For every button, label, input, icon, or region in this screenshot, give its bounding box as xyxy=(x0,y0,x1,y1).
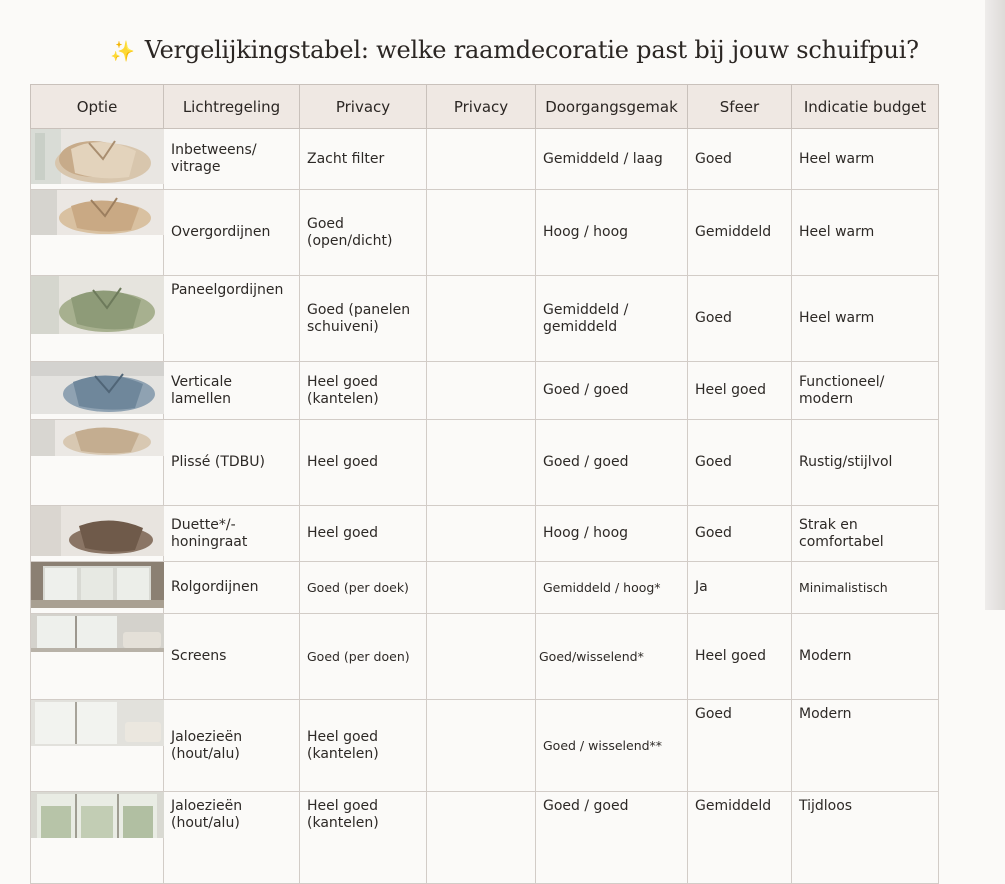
thumbnail-cell xyxy=(31,506,164,562)
table-row xyxy=(31,276,939,362)
window-image xyxy=(31,792,164,883)
cell-doorgangsgemak: Gemiddeld xyxy=(688,792,792,884)
cell-privacy-2: Goed/wisselend* xyxy=(536,614,688,700)
table-row xyxy=(31,700,939,792)
cell-privacy-1 xyxy=(427,562,536,614)
header-optie: Optie xyxy=(31,85,164,129)
thumbnail-cell xyxy=(31,420,164,506)
table-row xyxy=(31,506,939,562)
header-privacy-1: Privacy xyxy=(300,85,427,129)
cell-privacy-1 xyxy=(427,700,536,792)
cell-privacy-2: Hoog / hoog xyxy=(536,506,688,562)
fabric-swatch-image xyxy=(31,420,164,505)
fabric-swatch-image xyxy=(31,362,164,419)
thumbnail-cell xyxy=(31,614,164,700)
thumbnail-cell xyxy=(31,190,164,276)
cell-privacy-2: Goed / wisselend** xyxy=(536,700,688,792)
page-edge xyxy=(985,0,1005,610)
cell-doorgangsgemak: Heel goed xyxy=(688,614,792,700)
cell-privacy-2: Hoog / hoog xyxy=(536,190,688,276)
cell-lichtregeling: Goed (panelen schuiveni) xyxy=(300,276,427,362)
table-row xyxy=(31,190,939,276)
table-row xyxy=(31,129,939,190)
fabric-swatch-image xyxy=(31,506,164,561)
cell-privacy-2: Goed / goed xyxy=(536,420,688,506)
cell-privacy-2: Goed / goed xyxy=(536,792,688,884)
cell-sfeer: Modern xyxy=(792,614,939,700)
cell-lichtregeling: Heel goed (kantelen) xyxy=(300,362,427,420)
cell-privacy-1 xyxy=(427,792,536,884)
cell-lichtregeling: Heel goed (kantelen) xyxy=(300,700,427,792)
cell-privacy-1 xyxy=(427,362,536,420)
table-row xyxy=(31,614,939,700)
header-privacy-2: Privacy xyxy=(427,85,536,129)
fabric-swatch-image xyxy=(31,129,164,189)
cell-sfeer: Minimalistisch xyxy=(792,562,939,614)
cell-doorgangsgemak: Goed xyxy=(688,276,792,362)
cell-optie: Jaloezieën (hout/alu) xyxy=(164,792,300,884)
cell-sfeer: Heel warm xyxy=(792,190,939,276)
thumbnail-cell xyxy=(31,700,164,792)
cell-doorgangsgemak: Heel goed xyxy=(688,362,792,420)
header-row xyxy=(31,85,939,129)
cell-optie: Verticale lamellen xyxy=(164,362,300,420)
cell-optie: Jaloezieën (hout/alu) xyxy=(164,700,300,792)
thumbnail-cell xyxy=(31,276,164,362)
comparison-table xyxy=(30,84,939,884)
cell-optie: Paneelgordijnen xyxy=(164,276,300,362)
header-doorgangsgemak: Doorgangsgemak xyxy=(536,85,688,129)
thumbnail-cell xyxy=(31,129,164,190)
cell-lichtregeling: Goed (per doek) xyxy=(300,562,427,614)
cell-privacy-1 xyxy=(427,129,536,190)
cell-privacy-1 xyxy=(427,190,536,276)
fabric-swatch-image xyxy=(31,276,164,361)
cell-doorgangsgemak: Gemiddeld xyxy=(688,190,792,276)
cell-optie: Screens xyxy=(164,614,300,700)
header-budget: Indicatie budget xyxy=(792,85,939,129)
cell-sfeer: Heel warm xyxy=(792,129,939,190)
cell-sfeer: Modern xyxy=(792,700,939,792)
cell-privacy-1 xyxy=(427,276,536,362)
cell-doorgangsgemak: Goed xyxy=(688,700,792,792)
window-image xyxy=(31,614,164,699)
cell-doorgangsgemak: Goed xyxy=(688,506,792,562)
title-text: Vergelijkingstabel: welke raamdecoratie past bij jouw schuifpui? xyxy=(144,36,919,64)
cell-privacy-2: Gemiddeld / hoog* xyxy=(536,562,688,614)
cell-sfeer: Rustig/stijlvol xyxy=(792,420,939,506)
cell-sfeer: Functioneel/ modern xyxy=(792,362,939,420)
cell-sfeer: Strak en comfortabel xyxy=(792,506,939,562)
header-sfeer: Sfeer xyxy=(688,85,792,129)
cell-privacy-1 xyxy=(427,614,536,700)
cell-privacy-1 xyxy=(427,420,536,506)
cell-lichtregeling: Goed (open/dicht) xyxy=(300,190,427,276)
cell-optie: Plissé (TDBU) xyxy=(164,420,300,506)
cell-lichtregeling: Goed (per doen) xyxy=(300,614,427,700)
cell-privacy-1 xyxy=(427,506,536,562)
table-row xyxy=(31,420,939,506)
table-row xyxy=(31,562,939,614)
window-image xyxy=(31,562,164,613)
fabric-swatch-image xyxy=(31,190,164,275)
cell-doorgangsgemak: Goed xyxy=(688,420,792,506)
table-row xyxy=(31,792,939,884)
cell-sfeer: Tijdloos xyxy=(792,792,939,884)
cell-lichtregeling: Heel goed xyxy=(300,420,427,506)
cell-optie: Overgordijnen xyxy=(164,190,300,276)
page-title xyxy=(110,36,919,64)
cell-lichtregeling: Heel goed (kantelen) xyxy=(300,792,427,884)
cell-privacy-2: Gemiddeld / gemiddeld xyxy=(536,276,688,362)
thumbnail-cell xyxy=(31,562,164,614)
cell-optie: Duette*/- honingraat xyxy=(164,506,300,562)
cell-optie: Rolgordijnen xyxy=(164,562,300,614)
cell-doorgangsgemak: Goed xyxy=(688,129,792,190)
table-row xyxy=(31,362,939,420)
cell-optie: Inbetweens/ vitrage xyxy=(164,129,300,190)
cell-privacy-2: Goed / goed xyxy=(536,362,688,420)
thumbnail-cell xyxy=(31,362,164,420)
header-lichtregeling: Lichtregeling xyxy=(164,85,300,129)
sparkle-icon: ✨ xyxy=(110,39,135,63)
window-image xyxy=(31,700,164,791)
thumbnail-cell xyxy=(31,792,164,884)
cell-sfeer: Heel warm xyxy=(792,276,939,362)
cell-privacy-2: Gemiddeld / laag xyxy=(536,129,688,190)
cell-lichtregeling: Zacht filter xyxy=(300,129,427,190)
cell-lichtregeling: Heel goed xyxy=(300,506,427,562)
cell-doorgangsgemak: Ja xyxy=(688,562,792,614)
